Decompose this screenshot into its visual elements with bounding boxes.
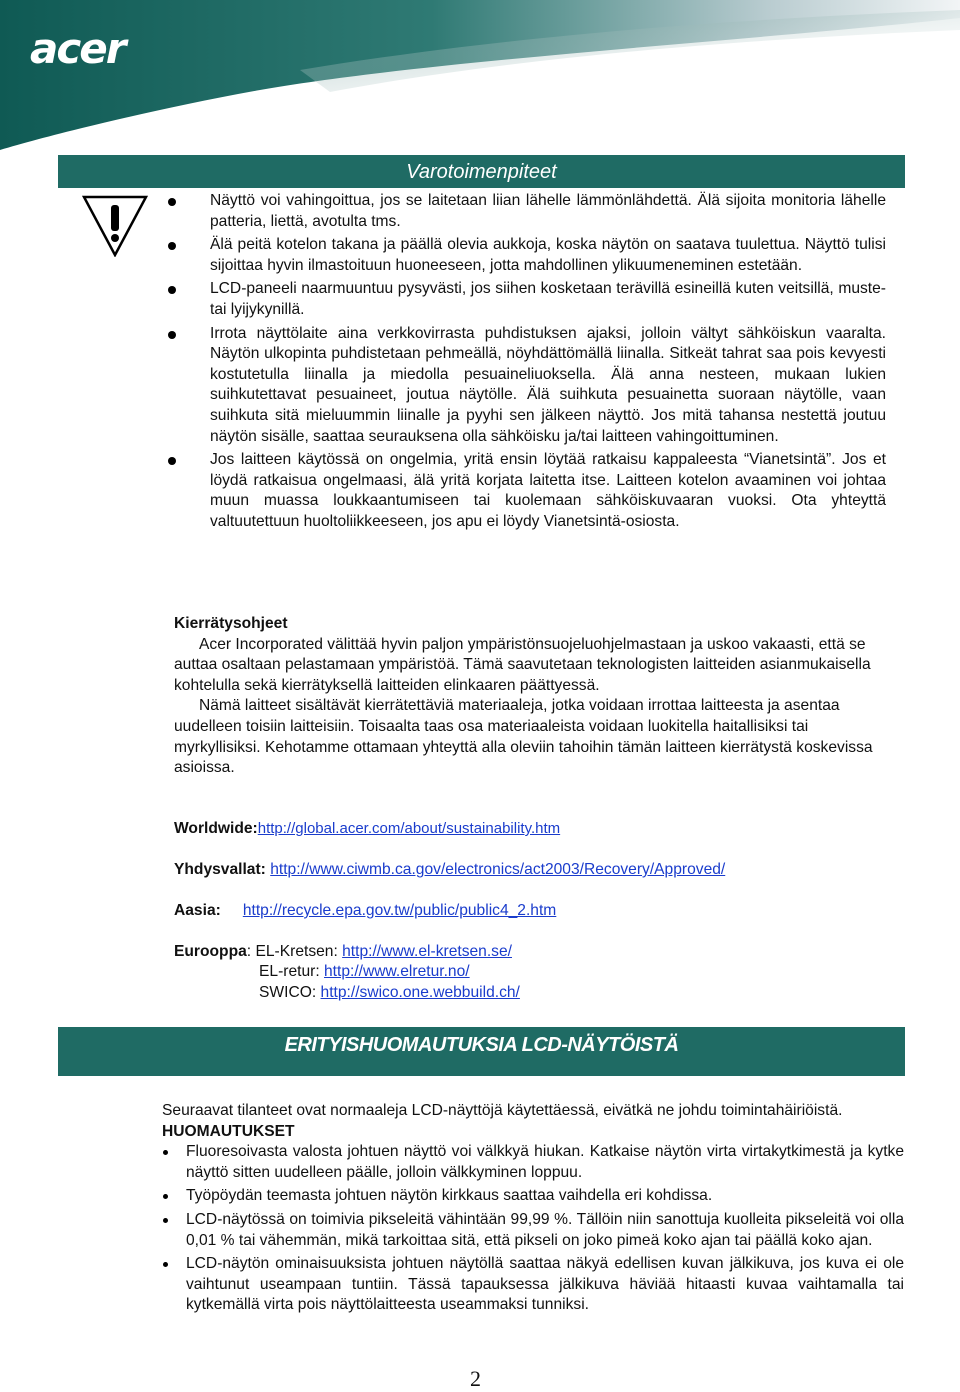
retur-label: EL-retur: — [259, 963, 324, 980]
bullet-icon — [163, 1262, 168, 1267]
swico-label: SWICO: — [259, 984, 321, 1001]
bullet-icon — [168, 286, 176, 294]
section-title-lcd-notes: ERITYISHUOMAUTUKSIA LCD-NÄYTÖISTÄ — [58, 1027, 905, 1076]
lcd-notes-section — [162, 1101, 904, 1319]
lcd-intro: Seuraavat tilanteet ovat normaaleja LCD-näyttöjä käytettäessä, eivätkä ne johdu toimintahäiriöistä. — [162, 1102, 843, 1119]
usa-label: Yhdysvallat: — [174, 861, 266, 878]
bullet-icon — [163, 1150, 168, 1155]
list-item: Jos laitteen käytössä on ongelmia, yritä ensin löytää ratkaisu kappaleesta “Vianetsintä”. Jos et löydä ratkaisua ongelmaasi, älä yritä korjata laitetta itse. Laitteen kotelon avaaminen voi johtaa muun muassa loukkaantumiseen tai kuolemaan sähköiskuvaaran vuoksi. Ota yhteyttä valtuutettuun huoltoliikkeeseen, jos apu ei löydy Vianetsintä-osiosta. — [165, 450, 886, 532]
retur-link[interactable]: http://www.elretur.no/ — [324, 963, 470, 980]
header-banner — [0, 0, 960, 150]
worldwide-link[interactable]: http://global.acer.com/about/sustainability.htm — [257, 820, 561, 837]
asia-row — [174, 902, 556, 920]
precautions-list — [165, 191, 886, 536]
list-item: Irrota näyttölaite aina verkkovirrasta puhdistuksen ajaksi, jolloin vältyt sähköiskun vaaralta. Näytön ulkopinta puhdistetaan pehmeällä, nöyhdättömällä liinalla. Sitkeät tahrat saa pois kevyesti kostutetulla liinalla ja miedolla pesuaineliuoksella. Älä anna nesteen, mukaan lukien suihkutettavat pesuaineet, joutua näytölle. Älä suihkuta pesuainetta suoraan näytölle, vaan suihkuta sitä mieluummin liinalle ja pyyhi sen jälkeen näyttö. Jos mitä tahansa nestettä joutuu näytön sisälle, saattaa seurauksena olla sähköisku ja/tai laitteen vahingoittuminen. — [165, 324, 886, 448]
europe-label: Eurooppa — [174, 943, 247, 960]
warning-icon — [82, 195, 148, 257]
kretsen-label: EL-Kretsen: — [255, 943, 343, 960]
kretsen-link[interactable]: http://www.el-kretsen.se/ — [342, 943, 512, 960]
list-item: LCD-näytössä on toimivia pikseleitä vähintään 99,99 %. Tällöin niin sanottuja kuolleita pikseleitä voi olla 0,01 % tai vähemmän, mikä tarkoittaa sitä, että pikseli on joko pimeä koko ajan tai päällä koko ajan. — [162, 1210, 904, 1251]
recycling-section — [174, 614, 874, 779]
bullet-icon — [168, 457, 176, 465]
worldwide-label: Worldwide: — [174, 820, 258, 837]
list-item: Älä peitä kotelon takana ja päällä olevia aukkoja, koska näytön on saatava tuulettua. Näyttö tulisi sijoittaa hyvin ilmastoituun huoneeseen, jotta mahdollinen ylikuumeneminen estetään. — [165, 235, 886, 276]
usa-row — [174, 861, 725, 879]
header-swoosh — [0, 0, 960, 150]
section-title-precautions: Varotoimenpiteet — [58, 155, 905, 188]
bullet-icon — [163, 1218, 168, 1223]
page-number: 2 — [470, 1366, 481, 1391]
recycling-paragraph-2: Nämä laitteet sisältävät kierrätettäviä materiaaleja, jotka voidaan irrottaa laitteesta ja asentaa uudelleen toisiin laitteisiin. Toisaalta taas osa materiaaleista voidaan luokitella haitallisiksi tai myrkyllisiksi. Kehotamme ottamaan yhteyttä alla oleviin tahoihin tämän laitteen kierrätystä koskevissa asioissa. — [174, 697, 873, 777]
list-item: Näyttö voi vahingoittua, jos se laitetaan liian lähelle lämmönlähdettä. Älä sijoita monitoria lähelle patteria, liettä, avotulta tms. — [165, 191, 886, 232]
worldwide-row — [174, 820, 560, 838]
asia-link[interactable]: http://recycle.epa.gov.tw/public/public4_2.htm — [242, 902, 557, 919]
bullet-icon — [163, 1194, 168, 1199]
bullet-icon — [168, 198, 176, 206]
notes-heading: HUOMAUTUKSET — [162, 1122, 295, 1140]
swico-link[interactable]: http://swico.one.webbuild.ch/ — [320, 984, 520, 1001]
bullet-icon — [168, 242, 176, 250]
list-item: LCD-näytön ominaisuuksista johtuen näytöllä saattaa näkyä edellisen kuvan jälkikuva, jos kuva ei ole vaihtunut useampaan tuntiin. Tässä tapauksessa jälkikuva häviää hitaasti kuvaa vaihtamalla tai kytkemällä virta pois näyttölaitteesta useammaksi tunniksi. — [162, 1254, 904, 1316]
europe-row: Eurooppa: EL-Kretsen: http://www.el-kretsen.se/ — [174, 943, 512, 960]
list-item: Työpöydän teemasta johtuen näytön kirkkaus saattaa vaihdella eri kohdissa. — [162, 1186, 904, 1207]
retur-row — [259, 963, 470, 981]
usa-link[interactable]: http://www.ciwmb.ca.gov/electronics/act2003/Recovery/Approved/ — [270, 861, 726, 878]
recycling-paragraph-1: Acer Incorporated välittää hyvin paljon ympäristönsuojeluohjelmastaan ja uskoo vakaasti, että se auttaa osaltaan pelastamaan ympäristöä. Tämä saavutetaan teknologisten laitteiden asianmukaisella kohtelulla sekä kierrätyksellä laitteiden elinkaaren päättyessä. — [174, 635, 871, 694]
bullet-icon — [168, 331, 176, 339]
recycling-heading: Kierrätysohjeet — [174, 615, 288, 632]
notes-list — [162, 1142, 904, 1316]
asia-label: Aasia: — [174, 902, 221, 919]
list-item: LCD-paneeli naarmuuntuu pysyvästi, jos siihen kosketaan terävillä esineillä kuten veitsillä, muste- tai lyijykynillä. — [165, 279, 886, 320]
swico-row — [259, 984, 520, 1002]
list-item: Fluoresoivasta valosta johtuen näyttö voi välkkyä hiukan. Katkaise näytön virta virtakytkimestä ja kytke näyttö sitten uudelleen päälle, jolloin välkkyminen loppuu. — [162, 1142, 904, 1183]
acer-logo: acer — [30, 24, 125, 73]
